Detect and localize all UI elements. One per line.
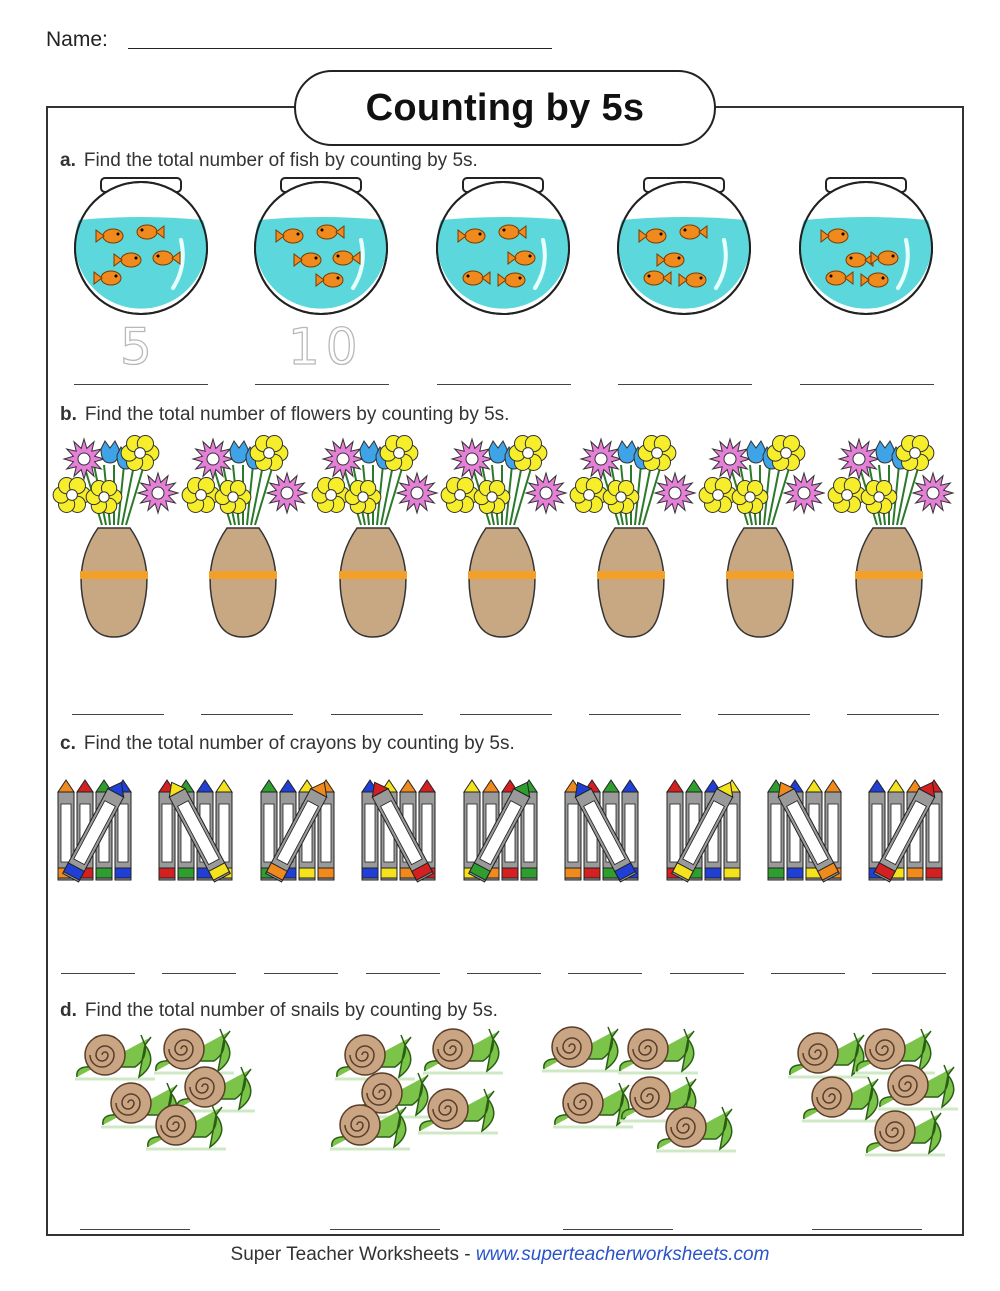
crayon-bundle-4: [362, 778, 435, 882]
fish-answer-line-2[interactable]: [255, 384, 389, 385]
flower-vase-1: [53, 436, 178, 637]
snail-icon: [855, 1029, 935, 1073]
snail-group-1: [75, 1029, 255, 1149]
crayon-answer-line-4[interactable]: [366, 973, 440, 974]
flower-answer-line-2[interactable]: [201, 714, 293, 715]
question-a-prompt: Find the total number of fish by counting by 5s.: [83, 150, 478, 171]
fish-answer-line-4[interactable]: [618, 384, 752, 385]
snail-icon: [865, 1111, 945, 1155]
fishbowl-3: [437, 178, 569, 314]
question-a: [60, 150, 478, 172]
name-answer-line[interactable]: [128, 48, 552, 49]
question-b: [60, 404, 509, 426]
flower-answer-line-1[interactable]: [72, 714, 164, 715]
snail-icon: [788, 1033, 868, 1077]
flower-answer-line-7[interactable]: [847, 714, 939, 715]
snail-answer-line-3[interactable]: [563, 1229, 673, 1230]
crayon-answer-line-2[interactable]: [162, 973, 236, 974]
crayon-bundle-7: [667, 778, 740, 882]
crayon-answer-line-5[interactable]: [467, 973, 541, 974]
footer: [0, 1244, 1000, 1266]
crayon-answer-line-7[interactable]: [670, 973, 744, 974]
traced-answer-1: 5: [120, 318, 158, 376]
snail-icon: [418, 1089, 498, 1133]
snail-icon: [542, 1027, 622, 1071]
question-b-prompt: Find the total number of flowers by counting by 5s.: [84, 404, 510, 425]
snail-row: [0, 1025, 1000, 1160]
flower-answer-line-4[interactable]: [460, 714, 552, 715]
snail-answer-line-4[interactable]: [812, 1229, 922, 1230]
flower-vase-7: [828, 436, 953, 637]
snail-icon: [330, 1105, 410, 1149]
fish-answer-line-5[interactable]: [800, 384, 934, 385]
flower-vase-4: [441, 436, 566, 637]
question-c-letter: c.: [60, 733, 76, 754]
traced-answer-2: 10: [288, 318, 364, 376]
fishbowl-2: [255, 178, 387, 314]
flower-vase-3: [312, 436, 437, 637]
question-a-letter: a.: [60, 150, 76, 171]
snail-icon: [335, 1035, 415, 1079]
snail-answer-line-2[interactable]: [330, 1229, 440, 1230]
crayon-answer-line-6[interactable]: [568, 973, 642, 974]
crayon-row: [0, 770, 1000, 895]
crayon-answer-line-3[interactable]: [264, 973, 338, 974]
snail-icon: [802, 1077, 882, 1121]
flower-vase-5: [570, 436, 695, 637]
fishbowl-1: [75, 178, 207, 314]
question-d: [60, 1000, 498, 1022]
title-banner: [294, 70, 716, 146]
fish-answer-line-1[interactable]: [74, 384, 208, 385]
snail-group-4: [788, 1029, 958, 1155]
snail-icon: [75, 1035, 155, 1079]
fishbowl-4: [618, 178, 750, 314]
flower-answer-line-6[interactable]: [718, 714, 810, 715]
crayon-answer-line-9[interactable]: [872, 973, 946, 974]
name-label: Name:: [46, 28, 108, 51]
crayon-bundle-9: [869, 778, 942, 882]
flower-answer-line-5[interactable]: [589, 714, 681, 715]
question-c-prompt: Find the total number of crayons by counting by 5s.: [83, 733, 515, 754]
snail-icon: [618, 1029, 698, 1073]
question-c: [60, 733, 515, 755]
footer-url[interactable]: www.superteacherworksheets.com: [475, 1244, 770, 1265]
crayon-answer-line-8[interactable]: [771, 973, 845, 974]
question-b-letter: b.: [60, 404, 77, 425]
crayon-bundle-6: [565, 778, 638, 882]
fishbowl-row: [0, 170, 1000, 320]
footer-source: Super Teacher Worksheets -: [230, 1244, 476, 1265]
snail-icon: [656, 1107, 736, 1151]
question-d-prompt: Find the total number of snails by counting by 5s.: [84, 1000, 498, 1021]
fish-answer-line-3[interactable]: [437, 384, 571, 385]
flower-vase-2: [182, 436, 307, 637]
crayon-bundle-1: [58, 778, 131, 882]
page-title: Counting by 5s: [365, 86, 645, 129]
snail-icon: [154, 1029, 234, 1073]
flower-answer-line-3[interactable]: [331, 714, 423, 715]
snail-icon: [423, 1029, 503, 1073]
snail-answer-line-1[interactable]: [80, 1229, 190, 1230]
fishbowl-5: [800, 178, 932, 314]
snail-group-2: [330, 1029, 503, 1149]
flower-vase-row: [0, 425, 1000, 645]
crayon-answer-line-1[interactable]: [61, 973, 135, 974]
crayon-bundle-8: [768, 778, 841, 882]
flower-vase-6: [699, 436, 824, 637]
question-d-letter: d.: [60, 1000, 77, 1021]
crayon-bundle-3: [261, 778, 334, 882]
snail-group-3: [542, 1027, 736, 1151]
crayon-bundle-2: [159, 778, 232, 882]
crayon-bundle-5: [464, 778, 537, 882]
